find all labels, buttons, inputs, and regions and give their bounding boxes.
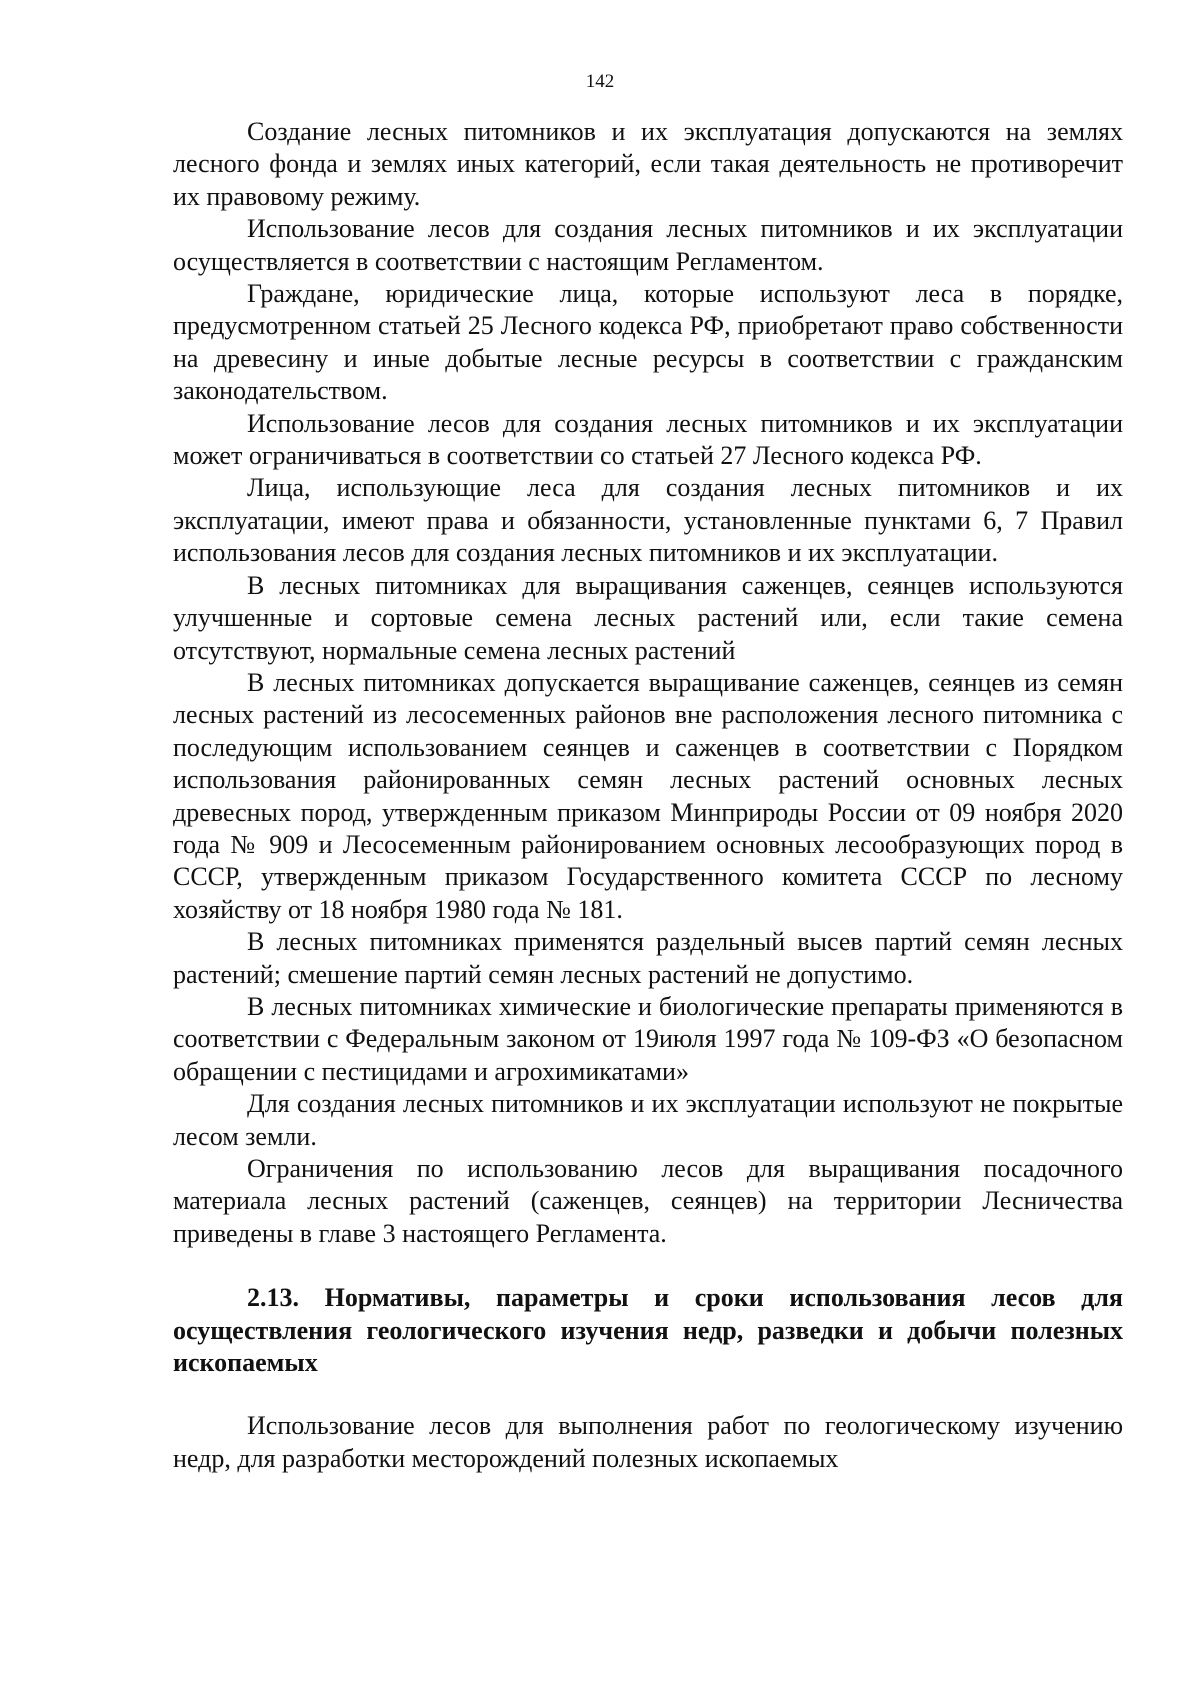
paragraph: Граждане, юридические лица, которые используют леса в порядке, предусмотренном статьей 25 Лесного кодекса РФ, приобретают право собственности на древесину и иные добытые лесные ресурсы в соответствии с гражданским законодательством.	[173, 279, 1123, 406]
section-heading: 2.13. Нормативы, параметры и сроки использования лесов для осуществления геологического изучения недр, разведки и добычи полезных ископаемых	[173, 1283, 1123, 1378]
paragraph: Создание лесных питомников и их эксплуатация допускаются на землях лесного фонда и землях иных категорий, если такая деятельность не противоречит их правовому режиму.	[173, 117, 1123, 211]
paragraph: В лесных питомниках допускается выращивание саженцев, сеянцев из семян лесных растений из лесосеменных районов вне расположения лесного питомника с последующим использованием сеянцев и саженцев в соответствии с Порядком использования районированных семян лесных растений основных лесных древесных пород, утвержденным приказом Минприроды России от 09 ноября 2020 года № 909 и Лесосеменным районированием основных лесообразующих пород в СССР, утвержденным приказом Государственного комитета СССР по лесному хозяйству от 18 ноября 1980 года № 181.	[173, 667, 1123, 924]
page-number: 142	[585, 71, 615, 92]
paragraph: В лесных питомниках применятся раздельный высев партий семян лесных растений; смешение партий семян лесных растений не допустимо.	[173, 927, 1123, 989]
paragraph: Использование лесов для создания лесных питомников и их эксплуатации может ограничиваться в соответствии со статьей 27 Лесного кодекса РФ.	[173, 408, 1123, 471]
paragraph: Лица, использующие леса для создания лесных питомников и их эксплуатации, имеют права и обязанности, установленные пунктами 6, 7 Правил использования лесов для создания лесных питомников и их эксплуатации.	[173, 473, 1123, 568]
paragraph: Ограничения по использованию лесов для выращивания посадочного материала лесных растений (саженцев, сеянцев) на территории Лесничества приведены в главе 3 настоящего Регламента.	[173, 1154, 1123, 1248]
paragraph: Для создания лесных питомников и их эксплуатации используют не покрытые лесом земли.	[173, 1089, 1123, 1151]
paragraph: В лесных питомниках химические и биологические препараты применяются в соответствии с Федеральным законом от 19июля 1997 года № 109-ФЗ «О безопасном обращении с пестицидами и агрохимикатами»	[173, 991, 1123, 1086]
paragraph: Использование лесов для создания лесных питомников и их эксплуатации осуществляется в соответствии с настоящим Регламентом.	[173, 214, 1123, 276]
paragraph: В лесных питомниках для выращивания саженцев, сеянцев используются улучшенные и сортовые семена лесных растений или, если такие семена отсутствуют, нормальные семена лесных растений	[173, 570, 1123, 665]
paragraph: Использование лесов для выполнения работ по геологическому изучению недр, для разработки месторождений полезных ископаемых	[173, 1411, 1123, 1473]
document-body	[173, 116, 1123, 1475]
